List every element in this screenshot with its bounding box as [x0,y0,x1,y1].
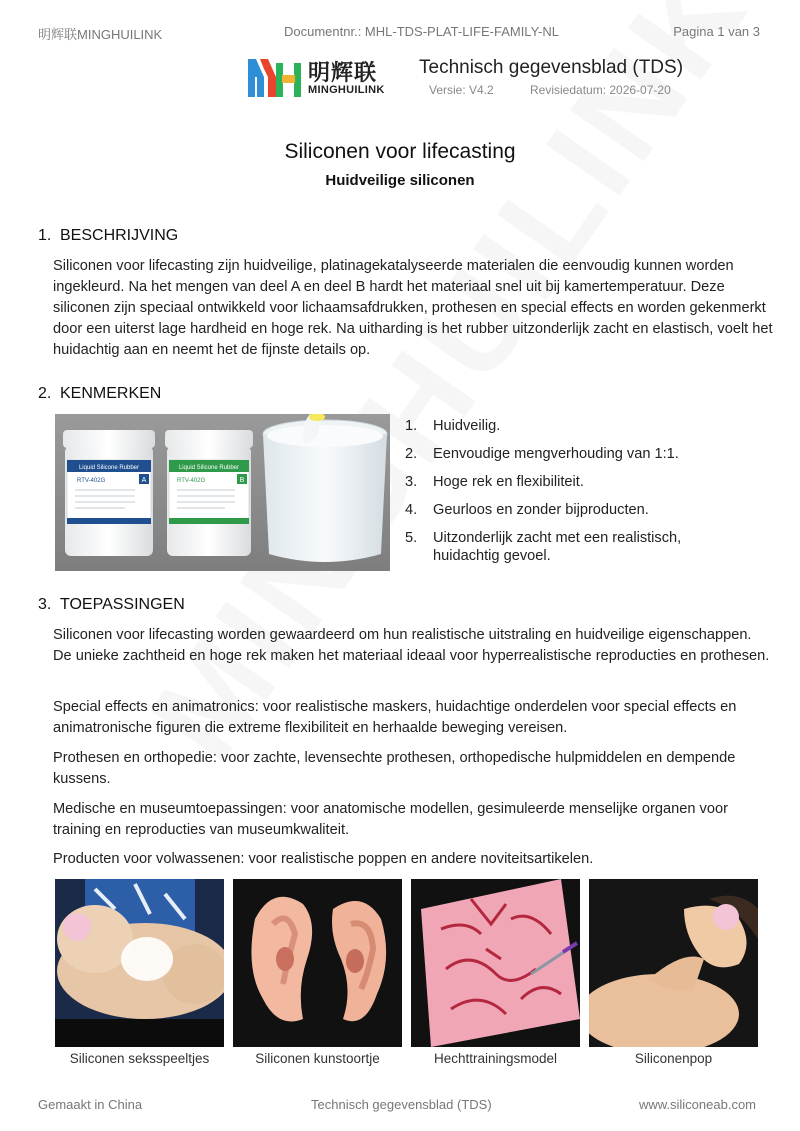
description-paragraph: Siliconen voor lifecasting zijn huidveilige, platinagekatalyseerde materialen die eenvoudig kunnen worden ingekleurd. Na het mengen van deel A en deel B hardt het materiaal snel uit bij kamertemperatuur. Deze siliconen zijn speciaal ontwikkeld voor lichaamsafdrukken, prothesen en special effects en worden gekenmerkt door een uiterst lage hardheid en hoge rek. Na uitharding is het rubber uitzonderlijk zacht en elastisch, voelt het huidachtig aan en neemt het de fijnste details op. [53,258,773,358]
watermark [120,0,778,786]
jar-a-code: RTV-402G [77,478,106,484]
product-image [55,414,390,571]
list-item: 3. Hoge rek en flexibiliteit. [405,474,584,490]
page-header [38,24,760,40]
applications-paragraph: Siliconen voor lifecasting worden gewaardeerd om hun realistische uitstraling en huidveilige eigenschappen. De unieke zachtheid en hoge rek maken het materiaal ideaal voor hyperrealistische reproducties en prothesen. [53,627,770,664]
section-title: BESCHRIJVING [60,227,179,244]
jar-b-part: B [239,477,245,484]
jar-b-label: Liquid Silicone Rubber [178,465,240,471]
logo-chinese-name: 明辉联 [308,60,378,85]
applications-paragraph: Producten voor volwassenen: voor realistische poppen en andere noviteitsartikelen. [53,851,594,867]
photo-caption: Hechttrainingsmodel [433,1051,558,1066]
header-page-number: Pagina 1 van 3 [673,24,760,39]
footer-document-type: Technisch gegevensblad (TDS) [311,1097,492,1112]
page-title: Siliconen voor lifecasting [284,140,516,163]
page-subtitle: Huidveilige siliconen [325,172,475,189]
logo-mark-icon [246,55,306,99]
list-item: 1. Huidveilig. [405,418,501,434]
revision-date: Revisiedatum: 2026-07-20 [530,83,671,97]
company-logo [246,55,406,101]
list-item: 4. Geurloos en zonder bijproducten. [405,502,649,518]
logo-english-name: MINGHUILINK [308,84,385,96]
applications-paragraph: Medische en museumtoepassingen: voor anatomische modellen, gesimuleerde menselijke organen voor training en reproducties van museumkwaliteit. [53,801,728,838]
footer-website: www.siliconeab.com [638,1097,756,1112]
header-document-number: Documentnr.: MHL-TDS-PLAT-LIFE-FAMILY-NL [284,24,559,39]
photo-silicone-doll [589,879,758,1047]
header-company: 明辉联MINGHUILINK [38,27,163,42]
footer-origin: Gemaakt in China [38,1097,143,1112]
version: Versie: V4.2 [429,83,494,97]
section-number: 3. [38,596,52,613]
section-number: 1. [38,227,52,244]
applications-paragraph: Prothesen en orthopedie: voor zachte, levensechte prothesen, orthopedische hulpmiddelen en dempende kussens. [53,750,736,787]
section-heading-applications [38,596,185,614]
section-heading-features [38,385,161,403]
photo-adult-toy [55,879,224,1047]
section-title: TOEPASSINGEN [60,596,185,613]
section-heading-description [38,227,178,245]
jar-a-part: A [141,477,147,484]
section-number: 2. [38,385,52,402]
photo-caption: Siliconenpop [634,1051,713,1066]
applications-paragraph: Special effects en animatronics: voor realistische maskers, huidachtige onderdelen voor special effects en animatronische figuren die extreme flexibiliteit en herhaalde beweging vereisen. [53,699,737,736]
list-item: 2. Eenvoudige mengverhouding van 1:1. [405,446,679,462]
photo-silicone-ear [233,879,402,1047]
list-item: 5. Uitzonderlijk zacht met een realistisch, huidachtig gevoel. [405,530,682,564]
section-title: KENMERKEN [60,385,162,402]
document-type: Technisch gegevensblad (TDS) [419,57,684,78]
photo-suture-model [411,879,580,1047]
photo-caption: Siliconen kunstoortje [255,1051,380,1066]
features-list [405,414,765,565]
photo-caption: Siliconen seksspeeltjes [69,1051,210,1066]
jar-b-code: RTV-402G [177,478,206,484]
jar-a-label: Liquid Silicone Rubber [78,465,140,471]
